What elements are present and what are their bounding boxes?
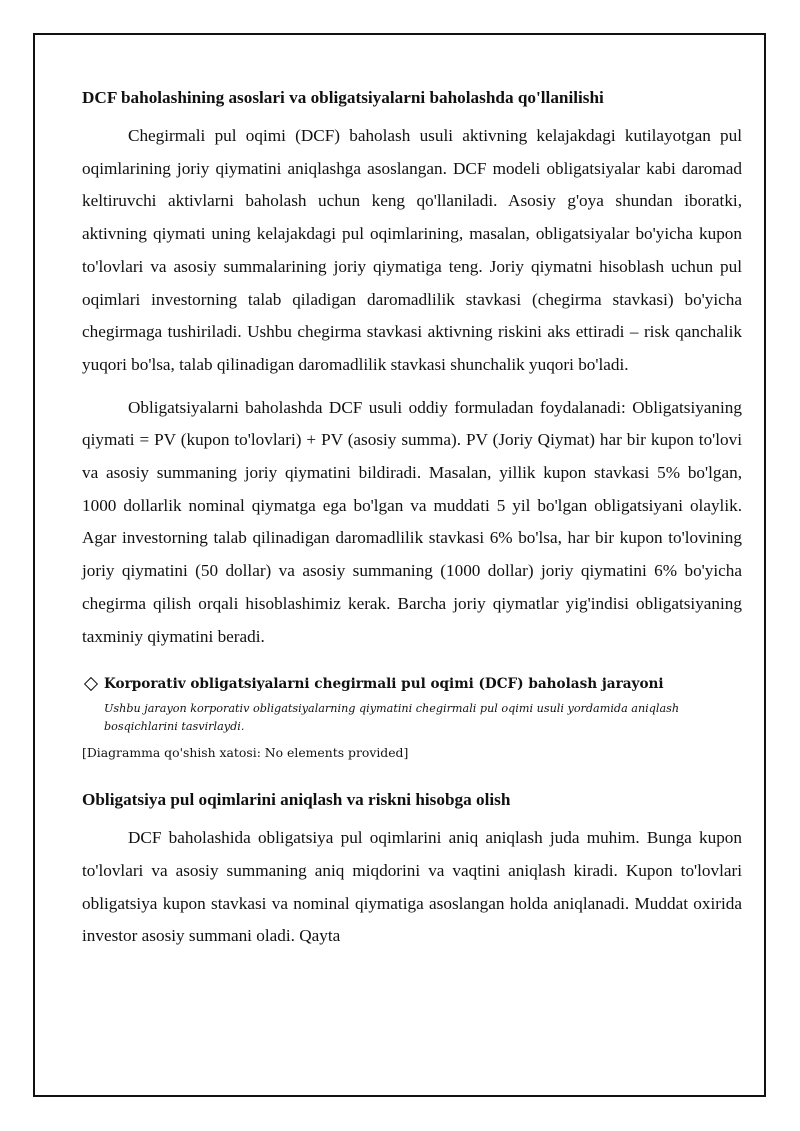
body-paragraph: Chegirmali pul oqimi (DCF) baholash usuli aktivning kelajakdagi kutilayotgan pul oqimlarining joriy qiymatini aniqlashga asoslangan. DCF modeli obligatsiyalar kabi daromad keltiruvchi aktivlarni baholash uchun keng qo'llaniladi. Asosiy g'oya shundan iboratki, aktivning qiymati uning kelajakdagi pul oqimlarining, masalan, obligatsiyalar bo'yicha kupon to'lovlari va asosiy summalarining joriy qiymatiga teng. Joriy qiymatni hisoblash uchun pul oqimlari investorning talab qiladigan daromadlilik stavkasi (chegirma stavkasi) bo'yicha chegirmaga tushiriladi. Ushbu chegirma stavkasi aktivning riskini aks ettiradi – risk qanchalik yuqori bo'lsa, talab qilinadigan daromadlilik stavkasi shunchalik yuqori bo'ladi. bbox=[82, 126, 742, 374]
section-heading: Obligatsiya pul oqimlarini aniqlash va riskni hisobga olish bbox=[82, 790, 511, 810]
body-paragraph: DCF baholashida obligatsiya pul oqimlarini aniq aniqlash juda muhim. Bunga kupon to'lovlari va asosiy summaning aniq miqdorini va vaqtini aniqlash kiradi. Kupon to'lovlari obligatsiya kupon stavkasi va nominal qiymatiga asoslangan holda aniqlanadi. Muddat oxirida investor asosiy summani oladi. Qayta bbox=[82, 828, 742, 946]
diagram-description: Ushbu jarayon korporativ obligatsiyalarning qiymatini chegirmali pul oqimi usuli yordamida aniqlash bosqichlarini tasvirlaydi. bbox=[104, 702, 680, 734]
diagram-title bbox=[82, 674, 742, 694]
diagram-error-message: [Diagramma qo'shish xatosi: No elements provided] bbox=[82, 745, 409, 761]
diamond-icon bbox=[84, 677, 98, 691]
document-content bbox=[82, 86, 742, 953]
section-heading: DCF baholashining asoslari va obligatsiyalarni baholashda qo'llanilishi bbox=[82, 88, 604, 107]
diagram-title-text: Korporativ obligatsiyalarni chegirmali pul oqimi (DCF) baholash jarayoni bbox=[104, 676, 664, 693]
section-2 bbox=[82, 788, 742, 953]
body-paragraph: Obligatsiyalarni baholashda DCF usuli oddiy formuladan foydalanadi: Obligatsiyaning qiymati = PV (kupon to'lovlari) + PV (asosiy summa). PV (Joriy Qiymat) har bir kupon to'lovi va asosiy summaning joriy qiymatini bildiradi. Masalan, yillik kupon stavkasi 5% bo'lgan, 1000 dollarlik nominal qiymatga ega bo'lgan va muddati 5 yil bo'lgan obligatsiyani olaylik. Agar investorning talab qilinadigan daromadlilik stavkasi 6% bo'lsa, har bir kupon to'lovining joriy qiymatini (50 dollar) va asosiy summaning (1000 dollar) joriy qiymatini 6% bo'yicha chegirma qilish orqali hisoblashimiz kerak. Barcha joriy qiymatlar yig'indisi obligatsiyaning taxminiy qiymatini beradi. bbox=[82, 397, 742, 646]
